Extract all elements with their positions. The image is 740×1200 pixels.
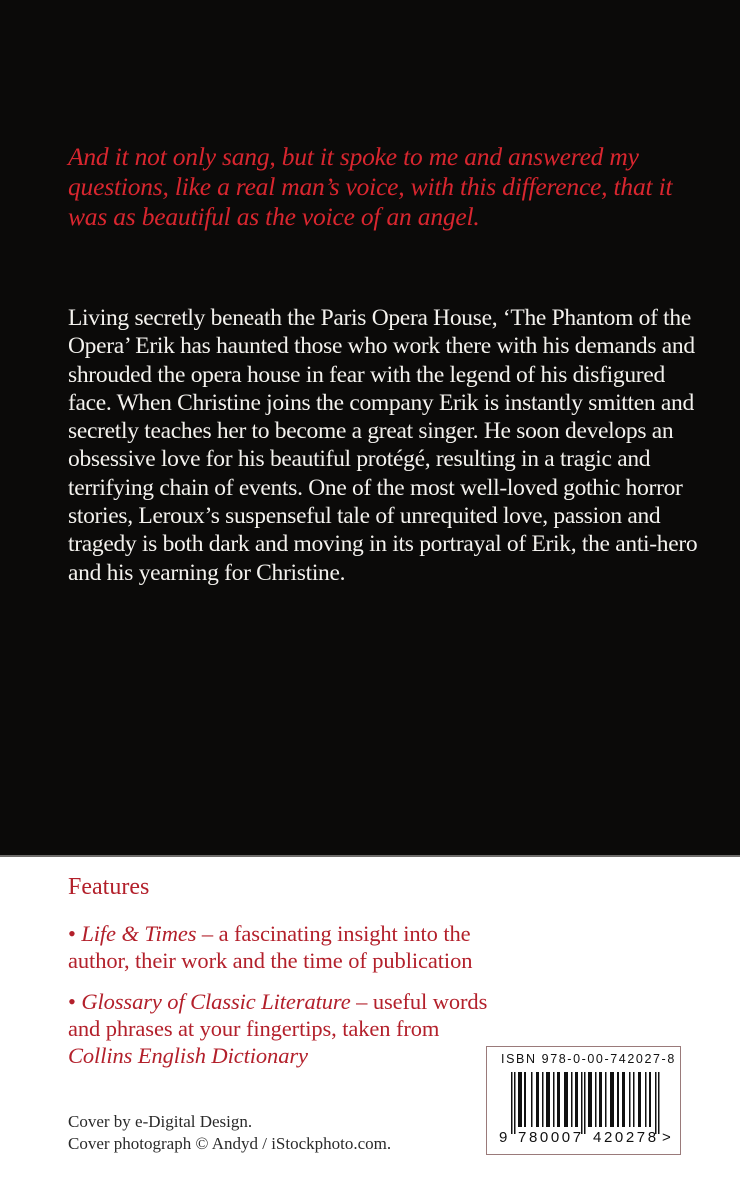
feature-item-life-times bbox=[68, 920, 488, 974]
barcode-bars-icon bbox=[511, 1072, 663, 1134]
dictionary-title: Collins English Dictionary bbox=[68, 1043, 308, 1068]
isbn-barcode bbox=[486, 1046, 681, 1155]
barcode-right-group: 420278 bbox=[593, 1129, 659, 1146]
cover-credits bbox=[68, 1111, 391, 1155]
features-section bbox=[68, 872, 488, 1083]
feature-description: – useful words and phrases at your fingertips, taken from bbox=[68, 989, 488, 1041]
cover-design-credit: Cover by e-Digital Design. bbox=[68, 1112, 253, 1131]
barcode-left-group: 780007 bbox=[518, 1129, 584, 1146]
feature-item-glossary bbox=[68, 988, 488, 1069]
pull-quote: And it not only sang, but it spoke to me and answered my questions, like a real man’s voice, with this difference, that it was as beautiful as the voice of an angel. bbox=[68, 142, 673, 231]
isbn-label: ISBN 978-0-00-742027-8 bbox=[501, 1052, 676, 1066]
synopsis-blurb: Living secretly beneath the Paris Opera House, ‘The Phantom of the Opera’ Erik has haunted those who work there with his demands and shrouded the opera house in fear with the legend of his disfigured face. When Christine joins the company Erik is instantly smitten and secretly teaches her to become a great singer. He soon develops an obsessive love for his beautiful protégé, resulting in a tragic and terrifying chain of events. One of the most well-loved gothic horror stories, Leroux’s suspenseful tale of unrequited love, passion and tragedy is both dark and moving in its portrayal of Erik, the anti-hero and his yearning for Christine. bbox=[68, 305, 698, 586]
feature-name: Life & Times bbox=[81, 921, 197, 946]
quiet-zone-mark: > bbox=[662, 1129, 671, 1146]
cover-photo-credit: Cover photograph © Andyd / iStockphoto.com. bbox=[68, 1134, 392, 1153]
bullet-icon: • bbox=[68, 921, 76, 946]
bullet-icon: • bbox=[68, 989, 76, 1014]
feature-description: – a fascinating insight into the author, their work and the time of publication bbox=[68, 921, 473, 973]
barcode-lead-digit: 9 bbox=[499, 1129, 508, 1146]
features-title: Features bbox=[68, 874, 150, 900]
feature-name: Glossary of Classic Literature bbox=[81, 989, 351, 1014]
